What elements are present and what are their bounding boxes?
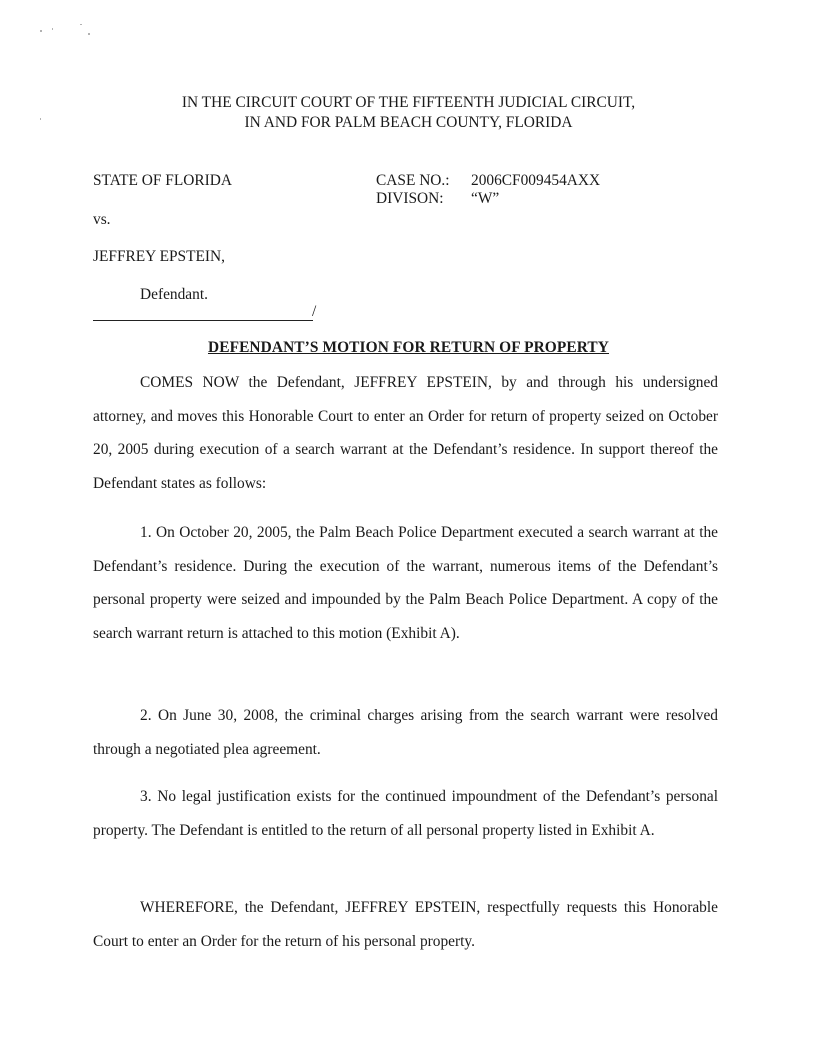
paragraph-2: 2. On June 30, 2008, the criminal charges arising from the search warrant were resolved through a negotiated plea agreement. xyxy=(93,707,718,758)
defendant-name: JEFFREY EPSTEIN, xyxy=(93,248,225,265)
caption-slash: / xyxy=(312,303,317,320)
caption-underline xyxy=(93,320,313,321)
scan-speck xyxy=(88,33,90,35)
paragraph-wherefore: WHEREFORE, the Defendant, JEFFREY EPSTEIN, respectfully requests this Honorable Court to enter an Order for the return of his personal property. xyxy=(93,899,718,950)
division-value: “W” xyxy=(471,190,500,207)
paragraph-1: 1. On October 20, 2005, the Palm Beach Police Department executed a search warrant at the Defendant’s residence. During the execution of the warrant, numerous items of the Defendant’s personal property were seized and impounded by the Palm Beach Police Department. A copy of the search warrant return is attached to this motion (Exhibit A). xyxy=(93,524,718,642)
document-title: DEFENDANT’S MOTION FOR RETURN OF PROPERTY xyxy=(207,339,610,356)
plaintiff-name: STATE OF FLORIDA xyxy=(93,172,233,189)
court-header-line2: IN AND FOR PALM BEACH COUNTY, FLORIDA xyxy=(244,114,573,131)
case-number-value: 2006CF009454AXX xyxy=(471,172,601,189)
case-number-label: CASE NO.: xyxy=(376,172,450,189)
paragraph-intro: COMES NOW the Defendant, JEFFREY EPSTEIN, by and through his undersigned attorney, and moves this Honorable Court to enter an Order for return of property seized on October 20, 2005 during execution of a search warrant at the Defendant’s residence. In support thereof the Defendant states as follows: xyxy=(93,374,718,492)
scan-speck xyxy=(52,28,53,30)
scan-speck xyxy=(80,24,82,25)
division-label: DIVISON: xyxy=(376,190,444,207)
defendant-role: Defendant. xyxy=(140,286,208,303)
scan-speck xyxy=(40,30,42,32)
versus-text: vs. xyxy=(93,211,111,228)
paragraph-3: 3. No legal justification exists for the continued impoundment of the Defendant’s personal property. The Defendant is entitled to the return of all personal property listed in Exhibit A. xyxy=(93,788,718,839)
court-header-line1: IN THE CIRCUIT COURT OF THE FIFTEENTH JUDICIAL CIRCUIT, xyxy=(181,94,636,111)
